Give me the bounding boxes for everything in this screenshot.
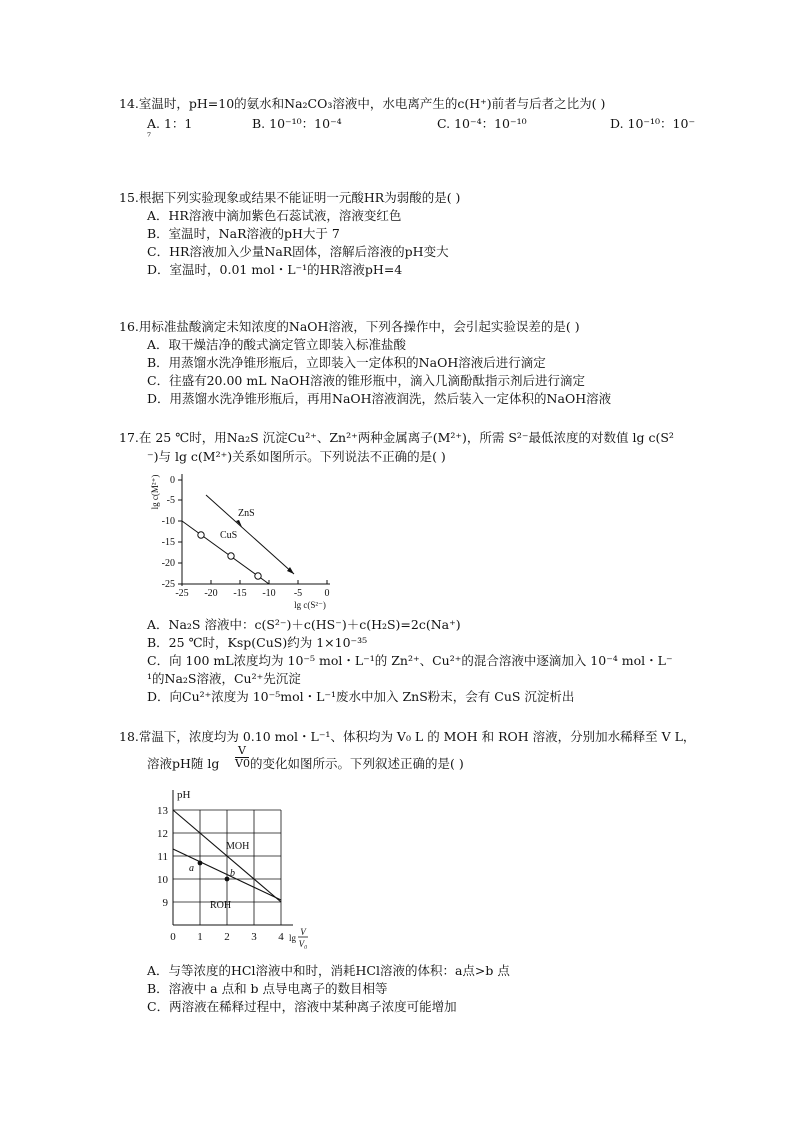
y-tick-label: -15 [161,537,175,548]
q18-fraction [235,745,249,770]
q18-stem-line2b: 的变化如图所示。下列叙述正确的是( ) [250,756,464,771]
y-tick-label: 12 [157,828,168,840]
q14-stem: 14.室温时，pH=10的氨水和Na₂CO₃溶液中，水电离产生的c(H⁺)前者与后者之比为( ) [119,96,606,111]
zns-mid-arrow [236,520,242,527]
q15-option-b: B．室温时，NaR溶液的pH大于 7 [147,226,340,241]
x-tick-label: 0 [324,588,330,599]
q16-option-a: A．取干燥洁净的酸式滴定管立即装入标准盐酸 [147,337,407,352]
q14-option-a: A. 1：1 [147,116,193,131]
x-ticks [182,580,327,584]
y-tick-label: -5 [166,495,175,506]
q17-chart [150,468,340,613]
q18-option-b: B．溶液中 a 点和 b 点导电离子的数目相等 [147,981,388,996]
roh-label: ROH [210,900,232,911]
q16-option-b: B．用蒸馏水洗净锥形瓶后，立即装入一定体积的NaOH溶液后进行滴定 [147,355,546,370]
y-tick-label: 0 [170,475,175,486]
q15-option-d: D．室温时，0.01 mol・L⁻¹的HR溶液pH=4 [147,262,403,277]
q17-option-c-line2: ¹的Na₂S溶液，Cu²⁺先沉淀 [147,671,301,686]
x-tick-label: -20 [204,588,218,599]
x-tick-label: 4 [278,931,284,943]
x-tick-label: 2 [224,931,230,943]
x-tick-label: -15 [233,588,247,599]
q15-option-c: C．HR溶液加入少量NaR固体，溶解后溶液的pH变大 [147,244,449,259]
point-b-label: b [230,868,235,879]
y-tick-label: 13 [157,805,168,817]
cus-point [255,573,261,579]
point-a [198,861,203,866]
q18-stem-line2a: 溶液pH随 lg [147,756,220,771]
x-axis-label-num: V [300,927,306,937]
y-tick-label: 9 [162,897,168,909]
cus-label: CuS [220,530,238,541]
q16-option-c: C．往盛有20.00 mL NaOH溶液的锥形瓶中，滴入几滴酚酞指示剂后进行滴定 [147,373,585,388]
y-ticks [178,480,182,584]
q14-option-c: C. 10⁻⁴：10⁻¹⁰ [437,116,527,131]
q14-option-d-wrap: ⁷ [147,132,152,143]
point-a-label: a [189,863,194,874]
q15-option-a: A．HR溶液中滴加紫色石蕊试液，溶液变红色 [147,208,402,223]
q17-stem-line2: ⁻)与 lg c(M²⁺)关系如图所示。下列说法不正确的是( ) [147,449,446,464]
zns-label: ZnS [238,508,255,519]
y-tick-label: 10 [157,874,168,886]
q16-option-d: D．用蒸馏水洗净锥形瓶后，再用NaOH溶液润洗，然后装入一定体积的NaOH溶液 [147,391,612,406]
x-tick-label: 1 [197,931,203,943]
x-axis-label: lg [289,933,297,943]
y-tick-label: -10 [161,516,175,527]
q18-fraction-den: V0 [235,757,250,770]
q17-option-c-line1: C．向 100 mL浓度均为 10⁻⁵ mol・L⁻¹的 Zn²⁺、Cu²⁺的混合溶液中逐滴加入 10⁻⁴ mol・L⁻ [147,653,673,668]
y-tick-label: -20 [161,558,175,569]
x-axis-label: lg c(S²⁻) [294,600,326,610]
cus-point [198,532,204,538]
q14-option-b: B. 10⁻¹⁰：10⁻⁴ [252,116,342,131]
x-tick-label: -5 [293,588,303,599]
q18-option-a: A．与等浓度的HCl溶液中和时，消耗HCl溶液的体积：a点>b 点 [147,963,510,978]
x-tick-label: -10 [262,588,276,599]
q18-stem-line1: 18.常温下，浓度均为 0.10 mol・L⁻¹、体积均为 V₀ L 的 MOH 和 ROH 溶液，分别加水稀释至 V L， [119,729,696,744]
q17-option-b: B．25 ℃时，Ksp(CuS)约为 1×10⁻³⁵ [147,635,368,650]
q17-option-d: D．向Cu²⁺浓度为 10⁻⁵mol・L⁻¹废水中加入 ZnS粉末，会有 CuS 沉淀析出 [147,689,575,704]
q14-option-d: D. 10⁻¹⁰：10⁻ [610,116,696,131]
q18-fraction-num: V [238,744,246,757]
q18-option-c: C．两溶液在稀释过程中，溶液中某种离子浓度可能增加 [147,999,457,1014]
y-tick-label: -25 [161,579,175,590]
cus-point [228,553,234,559]
x-tick-label: 3 [251,931,257,943]
q15-stem: 15.根据下列实验现象或结果不能证明一元酸HR为弱酸的是( ) [119,190,461,205]
y-axis-label: lg c(M²⁺) [150,474,160,510]
q16-stem: 16.用标准盐酸滴定未知浓度的NaOH溶液，下列各操作中，会引起实验误差的是( ) [119,319,580,334]
x-tick-label: 0 [170,931,176,943]
q17-option-a: A．Na₂S 溶液中：c(S²⁻)＋c(HS⁻)＋c(H₂S)=2c(Na⁺) [147,617,461,632]
point-b [225,877,230,882]
x-tick-label: -25 [175,588,189,599]
x-axis-label-den: V₀ [298,939,308,949]
moh-label: MOH [226,841,250,852]
q17-stem-line1: 17.在 25 ℃时，用Na₂S 沉淀Cu²⁺、Zn²⁺两种金属离子(M²⁺)，所需 S²⁻最低浓度的对数值 lg c(S² [119,430,674,445]
y-axis-label: pH [177,789,191,801]
q18-chart [148,784,323,956]
y-tick-label: 11 [157,851,168,863]
